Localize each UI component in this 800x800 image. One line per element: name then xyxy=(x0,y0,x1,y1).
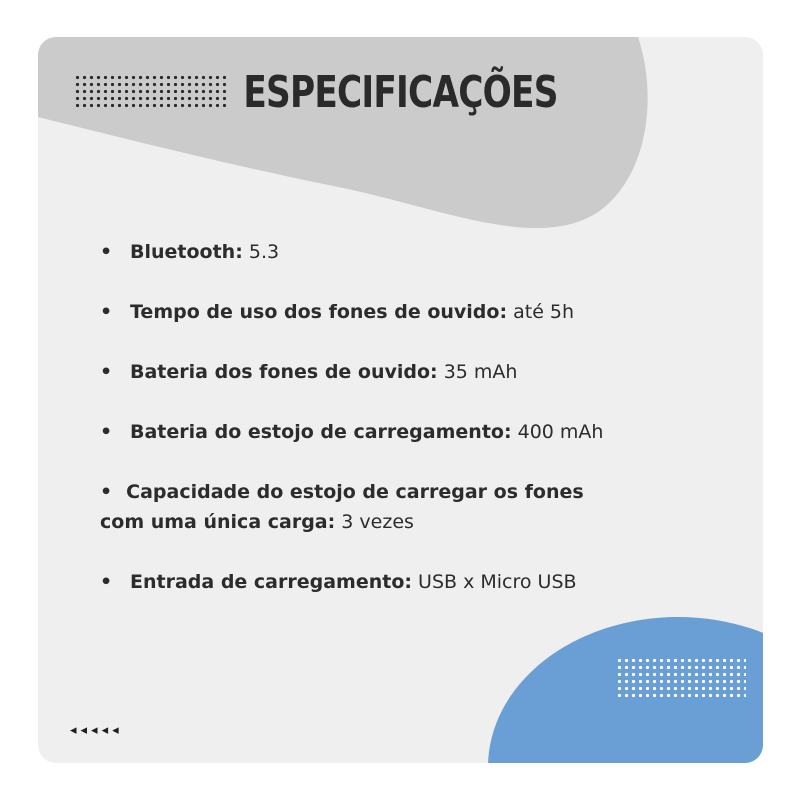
spec-value: 400 mAh xyxy=(517,421,604,443)
bullet: • xyxy=(100,361,113,383)
spec-item-charging-input xyxy=(100,567,660,597)
bullet: • xyxy=(100,421,113,443)
bullet: • xyxy=(100,571,113,593)
spec-value: 5.3 xyxy=(248,241,280,263)
spec-item-earbud-battery xyxy=(100,357,660,387)
spec-value: 35 mAh xyxy=(443,361,518,383)
spec-label: Tempo de uso dos fones de ouvido: xyxy=(130,301,508,323)
spec-label-line1: Capacidade do estojo de carregar os fones xyxy=(126,481,584,503)
spec-label: Bateria dos fones de ouvido: xyxy=(130,361,438,383)
spec-value: 3 vezes xyxy=(341,511,414,533)
bullet: • xyxy=(100,481,113,503)
spec-item-bluetooth xyxy=(100,237,660,267)
spec-item-case-capacity xyxy=(100,477,660,537)
spec-list xyxy=(100,237,660,627)
spec-label: Entrada de carregamento: xyxy=(130,571,412,593)
spec-item-case-battery xyxy=(100,417,660,447)
left-arrows-icon: ◂◂◂◂◂ xyxy=(70,723,123,738)
bullet: • xyxy=(100,301,113,323)
spec-label: Bateria do estojo de carregamento: xyxy=(130,421,512,443)
spec-value: USB x Micro USB xyxy=(418,571,577,593)
spec-value: até 5h xyxy=(513,301,575,323)
spec-card xyxy=(38,37,763,763)
bullet: • xyxy=(100,241,113,263)
page-title: ESPECIFICAÇÕES xyxy=(243,67,558,118)
spec-label: Bluetooth: xyxy=(130,241,243,263)
spec-label-line2: com uma única carga: xyxy=(100,511,336,533)
dot-pattern-bottom xyxy=(616,657,746,699)
spec-item-usage-time xyxy=(100,297,660,327)
